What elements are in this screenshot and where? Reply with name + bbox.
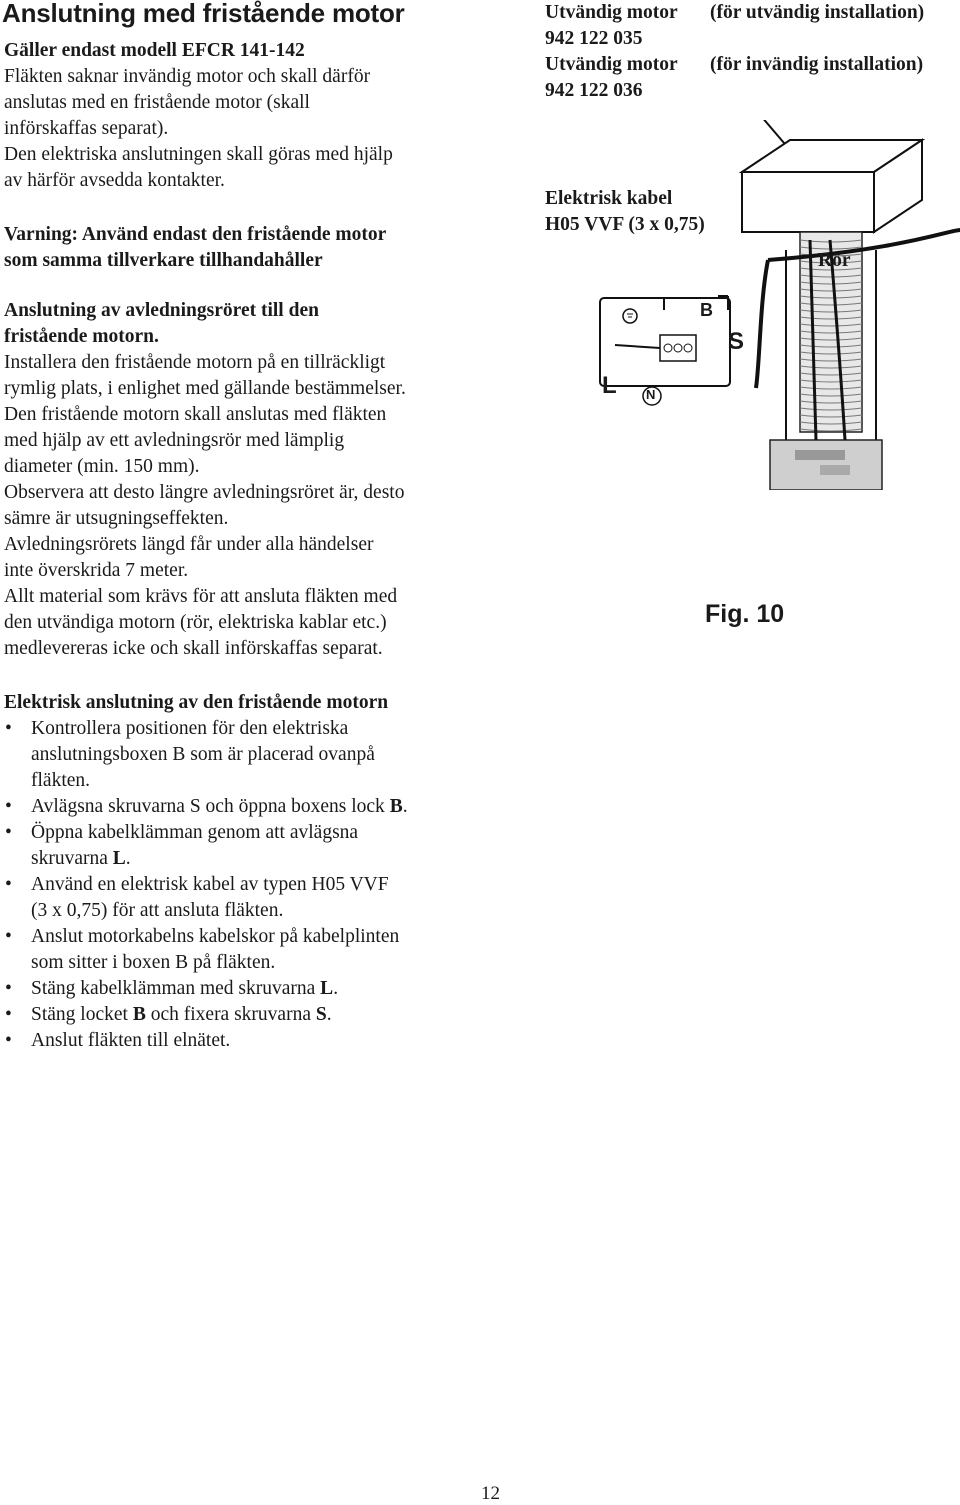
intro-line: Fläkten saknar invändig motor och skall därför xyxy=(4,66,371,87)
junction-box-label: B xyxy=(700,300,713,320)
instruction-line: (3 x 0,75) för att ansluta fläkten. xyxy=(31,900,284,921)
duct-heading-line: fristående motorn. xyxy=(4,326,159,347)
instruction-line: • Avlägsna skruvarna S och öppna boxens lock B. xyxy=(31,796,408,817)
duct-line: Observera att desto längre avledningsröret är, desto xyxy=(4,482,405,503)
instruction-line: • Anslut fläkten till elnätet. xyxy=(31,1030,231,1051)
cable-type: H05 VVF (3 x 0,75) xyxy=(545,214,705,235)
duct-line: den utvändiga motorn (rör, elektriska kablar etc.) xyxy=(4,612,387,633)
instruction-line: • Kontrollera positionen för den elektriska xyxy=(31,718,349,739)
duct-line: inte överskrida 7 meter. xyxy=(4,560,189,581)
cable-label: Elektrisk kabel xyxy=(545,188,673,209)
duct-connection-section xyxy=(4,298,474,662)
duct-line: sämre är utsugningseffekten. xyxy=(4,508,229,529)
intro-line: Den elektriska anslutningen skall göras med hjälp xyxy=(4,144,393,165)
instruction-line: • Använd en elektrisk kabel av typen H05 VVF xyxy=(31,874,389,895)
instruction-line: • Stäng kabelklämman med skruvarna L. xyxy=(31,978,339,999)
figure-caption: Fig. 10 xyxy=(705,600,785,628)
external-motor-use: (för utvändig installation) xyxy=(710,2,925,23)
duct-connection-paragraph xyxy=(4,350,474,662)
intro-section xyxy=(4,38,464,194)
instruction-step xyxy=(4,872,474,924)
duct-heading-line: Anslutning av avledningsröret till den xyxy=(4,300,319,321)
instruction-line: • Stäng locket B och fixera skruvarna S. xyxy=(31,1004,332,1025)
instruction-line: • Anslut motorkabelns kabelskor på kabelplinten xyxy=(31,926,400,947)
duct-line: diameter (min. 150 mm). xyxy=(4,456,200,477)
duct-line: Allt material som krävs för att ansluta fläkten med xyxy=(4,586,398,607)
instruction-step xyxy=(4,924,474,976)
intro-line: anslutas med en fristående motor (skall xyxy=(4,92,310,113)
warning-notice xyxy=(4,222,464,274)
model-applicability-heading: Gäller endast modell EFCR 141-142 xyxy=(4,40,305,61)
internal-motor-label: Utvändig motor xyxy=(545,54,678,75)
page-title: Anslutning med fristående motor xyxy=(2,0,405,28)
duct-line: Avledningsrörets längd får under alla händelser xyxy=(4,534,374,555)
instruction-step xyxy=(4,794,474,820)
installation-figure xyxy=(520,120,960,490)
external-motor-label: Utvändig motor xyxy=(545,2,678,23)
warning-line: som samma tillverkare tillhandahåller xyxy=(4,250,323,271)
instruction-step xyxy=(4,716,474,794)
duct-connection-heading xyxy=(4,298,474,350)
duct-line: Installera den fristående motorn på en tillräckligt xyxy=(4,352,386,373)
instruction-step xyxy=(4,976,474,1002)
electrical-connection-section xyxy=(4,690,474,1054)
cable-drop xyxy=(756,260,768,388)
external-motor-box xyxy=(742,140,922,232)
internal-motor-code: 942 122 036 xyxy=(545,80,643,101)
intro-paragraph xyxy=(4,64,464,194)
intro-line: införskaffas separat). xyxy=(4,118,169,139)
instruction-line: som sitter i boxen B på fläkten. xyxy=(31,952,276,973)
warning-line: Varning: Använd endast den fristående motor xyxy=(4,224,387,245)
duct-line: rymlig plats, i enlighet med gällande bestämmelser. xyxy=(4,378,406,399)
internal-motor-use: (för invändig installation) xyxy=(710,54,924,75)
instruction-line: anslutningsboxen B som är placerad ovanpå xyxy=(31,744,375,765)
electrical-cable xyxy=(768,230,960,260)
intro-line: av härför avsedda kontakter. xyxy=(4,170,225,191)
instruction-line: • Öppna kabelklämman genom att avlägsna xyxy=(31,822,359,843)
clamp-screws-label: L xyxy=(602,372,617,399)
pipe-label: Rör xyxy=(818,250,851,271)
page-number: 12 xyxy=(481,1483,500,1504)
duct-line: Den fristående motorn skall anslutas med fläkten xyxy=(4,404,387,425)
duct-line: med hjälp av ett avledningsrör med lämplig xyxy=(4,430,345,451)
instruction-step xyxy=(4,820,474,872)
instruction-step xyxy=(4,1002,474,1028)
instruction-line: fläkten. xyxy=(31,770,91,791)
instruction-line: skruvarna L. xyxy=(31,848,131,869)
electrical-connection-heading: Elektrisk anslutning av den fristående motorn xyxy=(4,692,389,713)
instruction-step xyxy=(4,1028,474,1054)
instruction-list xyxy=(4,716,474,1054)
screws-label: S xyxy=(728,328,745,355)
neutral-label: N xyxy=(646,387,656,402)
duct-line: medlevereras icke och skall införskaffas separat. xyxy=(4,638,383,659)
external-motor-code: 942 122 035 xyxy=(545,28,643,49)
